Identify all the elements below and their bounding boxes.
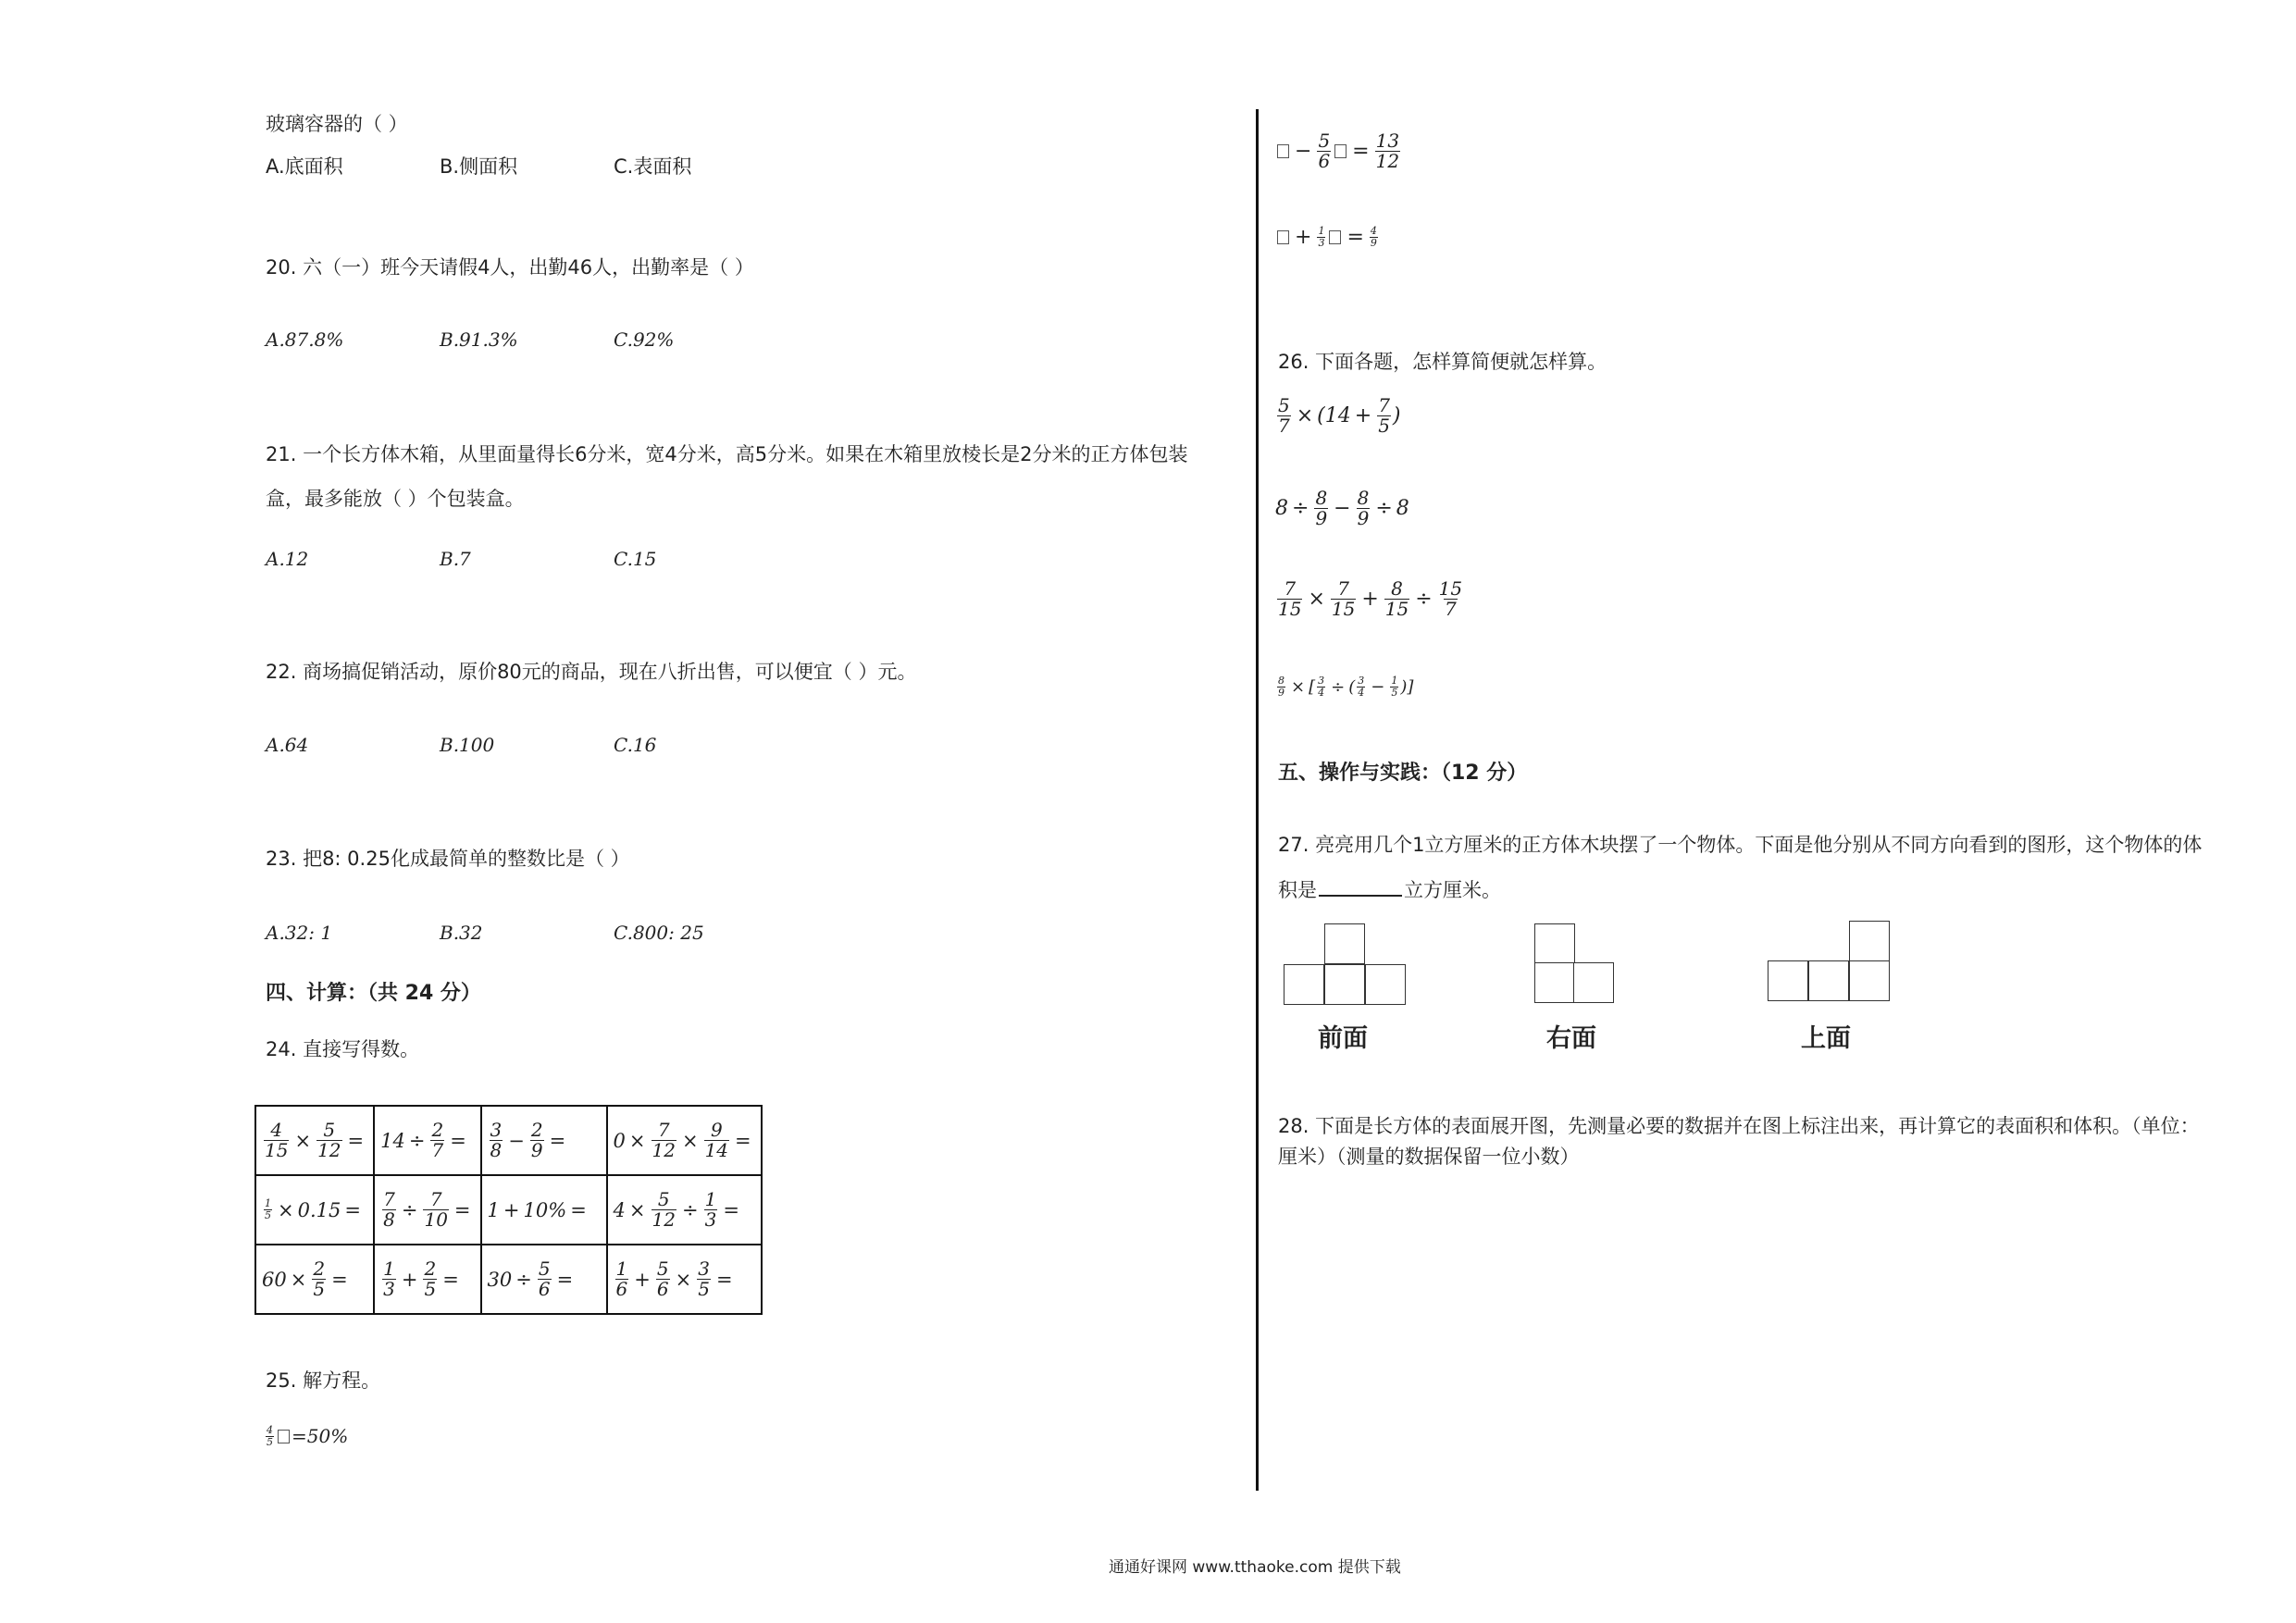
question-23: 23. 把8: 0.25化成最简单的整数比是（ ） xyxy=(266,848,630,870)
q19-option-a: A.底面积 xyxy=(266,155,343,178)
question-26: 26. 下面各题，怎样算简便就怎样算。 xyxy=(1278,351,1607,373)
calc-cell: 1 + 10% = xyxy=(481,1175,607,1245)
equation-3: + $\frac{1}{3}$ = $\frac{4}{9}$ xyxy=(1275,226,1380,249)
q23-option-c: C.800: 25 xyxy=(614,922,704,944)
expression-2: 8 ÷ $\frac{8}{9}$ − $\frac{8}{9}$ ÷ 8 xyxy=(1275,487,1409,529)
question-21-line1: 21. 一个长方体木箱，从里面量得长6分米，宽4分米，高5分米。如果在木箱里放棱长是2分米的正方体包装 xyxy=(266,443,1188,465)
equation-2: − $\frac{5}{6}$ = $\frac{13}{12}$ xyxy=(1275,131,1402,171)
question-20: 20. 六（一）班今天请假4人，出勤46人，出勤率是（ ） xyxy=(266,256,754,279)
q22-option-b: B.100 xyxy=(440,734,495,756)
question-21-line2: 盒，最多能放（ ）个包装盒。 xyxy=(266,488,525,510)
calc-cell: $\frac{7}{8}$ ÷ $\frac{7}{10}$ = xyxy=(374,1175,480,1245)
calc-cell: 60 × $\frac{2}{5}$ = xyxy=(255,1245,374,1314)
section-5-heading: 五、操作与实践：（12 分） xyxy=(1278,762,1528,785)
calc-cell: 4 × $\frac{5}{12}$ ÷ $\frac{1}{3}$ = xyxy=(607,1175,762,1245)
calc-cell: 0 × $\frac{7}{12}$ × $\frac{9}{14}$ = xyxy=(607,1106,762,1175)
q22-option-c: C.16 xyxy=(614,734,657,756)
q19-option-b: B.侧面积 xyxy=(440,155,518,178)
unknown-box xyxy=(278,1430,290,1443)
q27-text-a: 积是 xyxy=(1278,879,1317,901)
equation-1-rhs: =50% xyxy=(292,1425,349,1448)
question-19-tail: 玻璃容器的（ ） xyxy=(266,113,408,135)
front-view-label: 前面 xyxy=(1318,1024,1368,1053)
expression-3: $\frac{7}{15}$ × $\frac{7}{15}$ + $\frac{8}{15}$ ÷ $\frac{15}{7}$ xyxy=(1278,577,1463,620)
page-footer: 通通好课网 www.tthaoke.com 提供下载 xyxy=(1109,1558,1401,1577)
expression-1: $\frac{5}{7}$ × (14 + $\frac{7}{5}$ ) xyxy=(1278,394,1401,437)
q21-option-c: C.15 xyxy=(614,548,657,570)
calc-cell: $\frac{1}{6}$ + $\frac{5}{6}$ × $\frac{3}{5}$ = xyxy=(607,1245,762,1314)
right-view-label: 右面 xyxy=(1546,1024,1596,1053)
section-4-heading: 四、计算：（共 24 分） xyxy=(266,982,481,1005)
q27-text-b: 立方厘米。 xyxy=(1404,879,1501,901)
q20-option-c: C.92% xyxy=(614,328,675,351)
question-28-line2: 厘米）（测量的数据保留一位小数） xyxy=(1278,1146,1580,1168)
question-25: 25. 解方程。 xyxy=(266,1369,381,1392)
calc-cell: $\frac{4}{15}$ × $\frac{5}{12}$ = xyxy=(255,1106,374,1175)
calc-cell: 14 ÷ $\frac{2}{7}$ = xyxy=(374,1106,480,1175)
calc-cell: $\frac{3}{8}$ − $\frac{2}{9}$ = xyxy=(481,1106,607,1175)
top-view-label: 上面 xyxy=(1801,1024,1851,1053)
column-divider xyxy=(1256,109,1259,1491)
q23-option-b: B.32 xyxy=(440,922,483,944)
question-27-line1: 27. 亮亮用几个1立方厘米的正方体木块摆了一个物体。下面是他分别从不同方向看到的图形，这个物体的体 xyxy=(1278,834,2203,856)
calc-cell: 30 ÷ $\frac{5}{6}$ = xyxy=(481,1245,607,1314)
q23-option-a: A.32: 1 xyxy=(266,922,333,944)
q21-option-a: A.12 xyxy=(266,548,309,570)
q20-option-b: B.91.3% xyxy=(440,328,518,351)
calc-table xyxy=(254,1105,763,1315)
calc-cell: $\frac{1}{5}$ × 0.15 = xyxy=(255,1175,374,1245)
expression-4: $\frac{8}{9}$ × [ $\frac{3}{4}$ ÷ ( $\frac{3}{4}$ − $\frac{1}{5}$ )] xyxy=(1278,675,1414,699)
question-27-line2 xyxy=(1278,881,1501,900)
question-28-line1: 28. 下面是长方体的表面展开图，先测量必要的数据并在图上标注出来，再计算它的表面积和体积。（单位： xyxy=(1278,1115,2200,1137)
question-24: 24. 直接写得数。 xyxy=(266,1038,420,1060)
answer-blank xyxy=(1319,895,1402,897)
equation-1: $\frac{4}{5}$ =50% xyxy=(267,1424,349,1448)
q19-option-c: C.表面积 xyxy=(614,155,692,178)
calc-cell: $\frac{1}{3}$ + $\frac{2}{5}$ = xyxy=(374,1245,480,1314)
q20-option-a: A.87.8% xyxy=(266,328,344,351)
question-22: 22. 商场搞促销活动，原价80元的商品，现在八折出售，可以便宜（ ）元。 xyxy=(266,661,917,683)
q22-option-a: A.64 xyxy=(266,734,309,756)
q21-option-b: B.7 xyxy=(440,548,471,570)
